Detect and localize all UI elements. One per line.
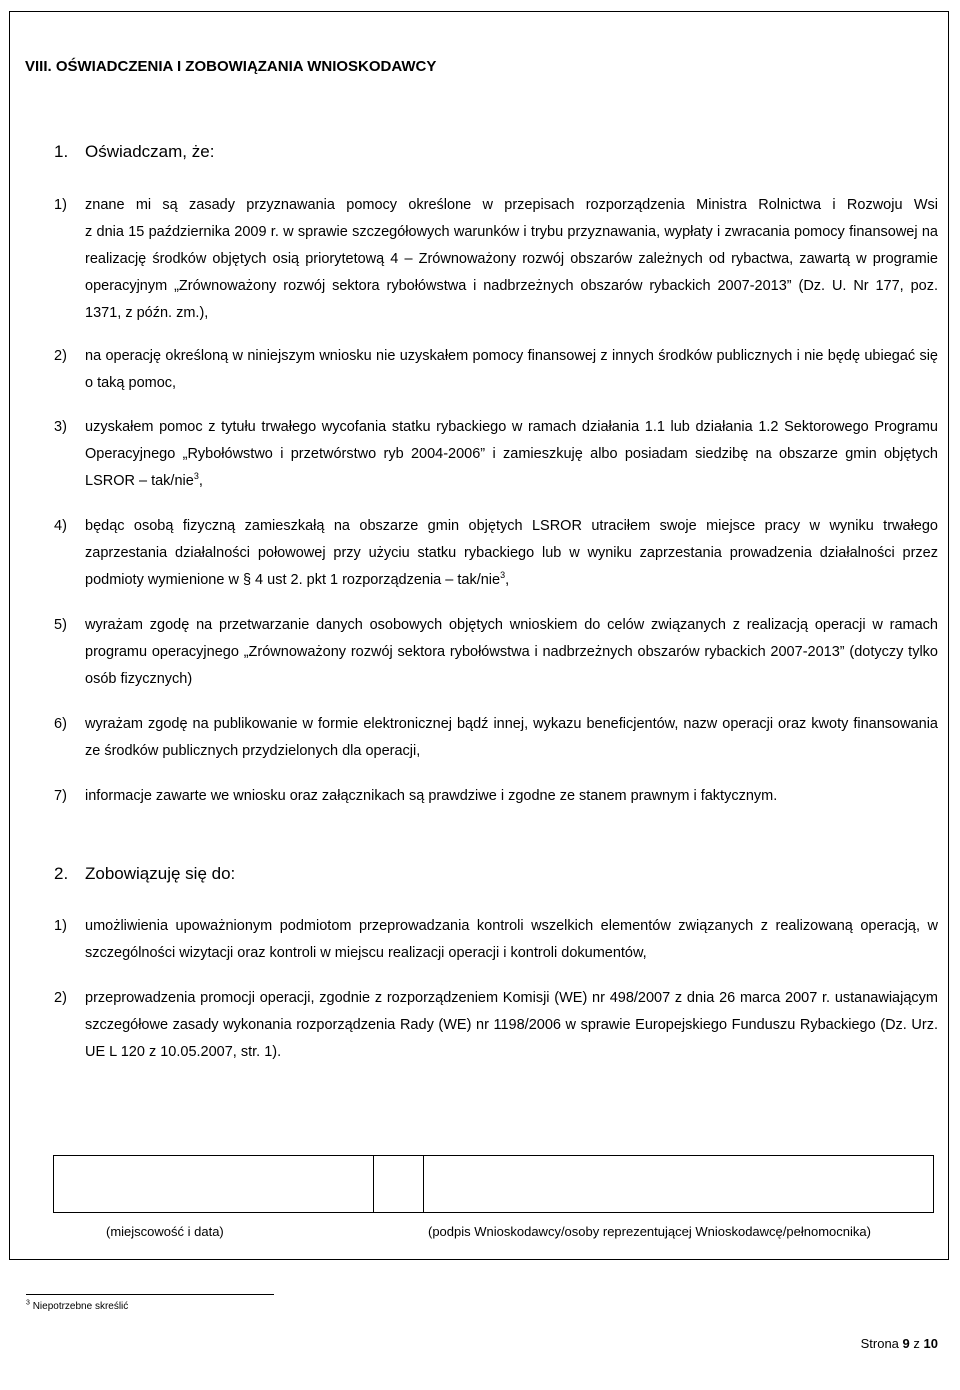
- item-number: 5): [54, 617, 67, 633]
- section-heading: VIII. OŚWIADCZENIA I ZOBOWIĄZANIA WNIOSKODAWCY: [25, 58, 437, 75]
- commitment-item-2: [54, 985, 938, 1066]
- section1-number: 1.: [54, 142, 69, 161]
- section2-label: Zobowiązuję się do:: [85, 864, 236, 883]
- page-number: [861, 1336, 938, 1351]
- item-number: 2): [54, 348, 67, 364]
- footnote-ref: 3: [500, 570, 506, 581]
- item-text: wyrażam zgodę na publikowanie w formie elektronicznej bądź innej, wykazu beneficjentów, nazw operacji oraz kwoty finansowania ze środków publicznych przydzielonych dla operacji,: [85, 716, 938, 759]
- declaration-item-2: [54, 343, 938, 397]
- signature-box: [53, 1155, 934, 1213]
- place-date-field[interactable]: [54, 1156, 374, 1212]
- declaration-item-3: [54, 414, 938, 495]
- item-text: na operację określoną w niniejszym wniosku nie uzyskałem pomocy finansowej z innych środków publicznych i nie będę ubiegać się o taką pomoc,: [85, 348, 938, 391]
- item-text-line1: znane mi są zasady przyznawania pomocy określone w przepisach rozporządzenia Ministra Rolnictwa i Rozwoju Wsi: [85, 197, 938, 213]
- item-number: 1): [54, 197, 67, 213]
- footnote-mark: 3: [26, 1299, 30, 1307]
- declaration-item-5: [54, 612, 938, 693]
- item-text: informacje zawarte we wniosku oraz załącznikach są prawdziwe i zgodne ze stanem prawnym i faktycznym.: [85, 788, 778, 804]
- page-total: 10: [923, 1336, 938, 1351]
- item-text: wyrażam zgodę na przetwarzanie danych osobowych objętych wnioskiem do celów związanych z realizacją operacji w ramach programu operacyjnego „Zrównoważony rozwój sektora rybołówstwa i nadbrzeżnych obszarów rybackich 2007-2013” (dotyczy tylko osób fizycznych): [85, 617, 938, 687]
- section1-title: [54, 142, 214, 162]
- signature-label: (podpis Wnioskodawcy/osoby reprezentującej Wnioskodawcę/pełnomocnika): [428, 1224, 871, 1239]
- item-number: 4): [54, 518, 67, 534]
- item-number: 7): [54, 788, 67, 804]
- item-number: 6): [54, 716, 67, 732]
- item-text: przeprowadzenia promocji operacji, zgodnie z rozporządzeniem Komisji (WE) nr 498/2007 z dnia 26 marca 2007 r. ustanawiającym szczegółowe zasady wykonania rozporządzenia Rady (WE) nr 1198/2006 w sprawie Europejskiego Funduszu Rybackiego (Dz. Urz. UE L 120 z 10.05.2007, str. 1).: [85, 990, 938, 1060]
- place-date-label: (miejscowość i data): [106, 1224, 224, 1239]
- commitment-item-1: [54, 913, 938, 967]
- declaration-item-4: [54, 513, 938, 594]
- declaration-item-6: [54, 711, 938, 765]
- footnote: [26, 1301, 128, 1312]
- item-text-end: ,: [505, 572, 510, 588]
- footnote-ref: 3: [193, 471, 199, 482]
- signature-field[interactable]: [424, 1156, 933, 1212]
- item-text: uzyskałem pomoc z tytułu trwałego wycofania statku rybackiego w ramach działania 1.1 lub działania 1.2 Sektorowego Programu Operacyjnego „Rybołówstwo i przetwórstwo ryb 2004-2006” i zamieszkuję albo posiadam siedzibę na obszarze gmin objętych LSROR – tak/nie: [85, 419, 938, 489]
- item-number: 3): [54, 419, 67, 435]
- item-number: 1): [54, 918, 67, 934]
- declaration-item-7: [54, 783, 938, 810]
- item-number: 2): [54, 990, 67, 1006]
- section1-label: Oświadczam, że:: [85, 142, 215, 161]
- item-text: umożliwienia upoważnionym podmiotom przeprowadzania kontroli wszelkich elementów związanych z realizowaną operacją, w szczególności wizytacji oraz kontroli w miejscu realizacji operacji i kontroli dokumentów,: [85, 918, 938, 961]
- page-prefix: Strona: [860, 1336, 899, 1351]
- page-sep: z: [913, 1336, 920, 1351]
- declaration-item-1: [54, 192, 938, 327]
- item-text: będąc osobą fizyczną zamieszkałą na obszarze gmin objętych LSROR utraciłem swoje miejsce pracy w wyniku trwałego zaprzestania działalności połowowej przy użyciu statku rybackiego lub w wyniku zaprzestania prowadzenia działalności przez podmioty wymienione w § 4 ust 2. pkt 1 rozporządzenia – tak/nie: [85, 518, 938, 588]
- item-text-rest: z dnia 15 października 2009 r. w sprawie szczegółowych warunków i trybu przyznawania, wypłaty i zwracania pomocy finansowej na realizację środków objętych osią priorytetową 4 – Zrównoważony rozwój obszarów zależnych od rybactwa, zawartą w programie operacyjnym „Zrównoważony rozwój sektora rybołówstwa i nadbrzeżnych obszarów rybackich 2007-2013” (Dz. U. Nr 177, poz. 1371, z późn. zm.),: [85, 224, 938, 321]
- page-current: 9: [902, 1336, 910, 1351]
- section2-title: [54, 864, 235, 884]
- footnote-rule: [26, 1294, 274, 1295]
- item-text-wrap: [85, 414, 938, 495]
- item-text-wrap: [85, 513, 938, 594]
- signature-box-spacer: [374, 1156, 424, 1212]
- footnote-text: Niepotrzebne skreślić: [32, 1301, 129, 1312]
- item-text-end: ,: [198, 473, 203, 489]
- section2-number: 2.: [54, 864, 69, 883]
